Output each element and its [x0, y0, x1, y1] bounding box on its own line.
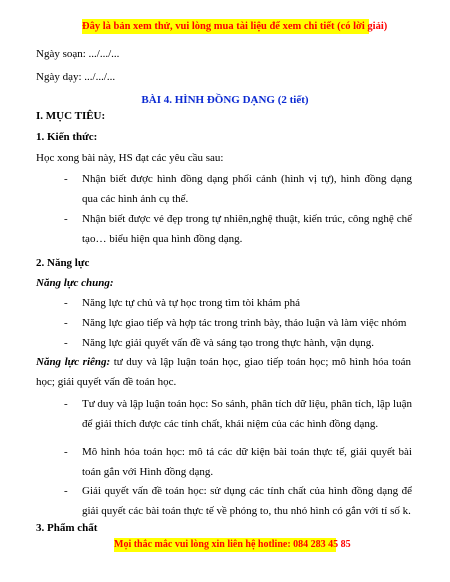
section-objectives: I. MỤC TIÊU:	[36, 110, 106, 122]
bullet-marker: -	[64, 485, 68, 497]
bullet-marker: -	[64, 213, 68, 225]
bullet-marker: -	[64, 337, 68, 349]
bullet-marker: -	[64, 297, 68, 309]
bullet-marker: -	[64, 173, 68, 185]
bullet-marker: -	[64, 317, 68, 329]
date-prepared: Ngày soạn: .../.../...	[36, 48, 120, 60]
competence-heading: 2. Năng lực	[36, 257, 90, 269]
lesson-title: BÀI 4. HÌNH ĐỒNG DẠNG (2 tiết)	[141, 94, 309, 106]
specific-item: Mô hình hóa toán học: mô tả các dữ kiện bài toán thực tế, giải quyết bài toán gắn với Hình đồng dạng.	[82, 446, 412, 478]
specific-competence-text: tư duy và lập luận toán học, giao tiếp toán học; mô hình hóa toán học; giải quyết vấn đề toán học.	[36, 356, 411, 388]
general-item: Năng lực tự chủ và tự học trong tìm tòi khám phá	[82, 297, 300, 309]
general-competence-heading: Năng lực chung:	[36, 277, 114, 289]
preview-banner: Đây là bản xem thử, vui lòng mua tài liệu để xem chi tiết (có lời giải)	[82, 21, 388, 32]
bullet-marker: -	[64, 446, 68, 458]
knowledge-intro: Học xong bài này, HS đạt các yêu cầu sau:	[36, 152, 224, 164]
specific-item: Giải quyết vấn đề toán học: sử dụng các tính chất của hình đồng dạng để giải quyết các bài toán thực tế về phóng to, thu nhỏ hình có gắn với tỉ số k.	[82, 485, 412, 517]
date-taught: Ngày dạy: .../.../...	[36, 71, 116, 83]
knowledge-item: Nhận biết được hình đồng dạng phối cảnh (hình vị tự), hình đồng dạng qua các hình ảnh cụ thể.	[82, 173, 412, 205]
knowledge-heading: 1. Kiến thức:	[36, 131, 98, 143]
general-item: Năng lực giải quyết vấn đề và sáng tạo trong thực hành, vận dụng.	[82, 337, 375, 349]
knowledge-item: Nhận biết được vẻ đẹp trong tự nhiên,nghệ thuật, kiến trúc, công nghệ chế tạo… biểu hiện qua hình đồng dạng.	[82, 213, 412, 245]
specific-competence-paragraph	[36, 352, 411, 392]
specific-competence-label: Năng lực riêng:	[36, 356, 111, 368]
general-item: Năng lực giao tiếp và hợp tác trong trình bày, thảo luận và làm việc nhóm	[82, 317, 407, 329]
bullet-marker: -	[64, 398, 68, 410]
qualities-heading: 3. Phẩm chất	[36, 522, 98, 534]
specific-item: Tư duy và lập luận toán học: So sánh, phân tích dữ liệu, phân tích, lập luận để giải thích được các tính chất, khái niệm của các hình đồng dạng.	[82, 398, 412, 430]
hotline-footer: Mọi thắc mắc vui lòng xin liên hệ hotline: 084 283 45 85	[114, 539, 351, 550]
